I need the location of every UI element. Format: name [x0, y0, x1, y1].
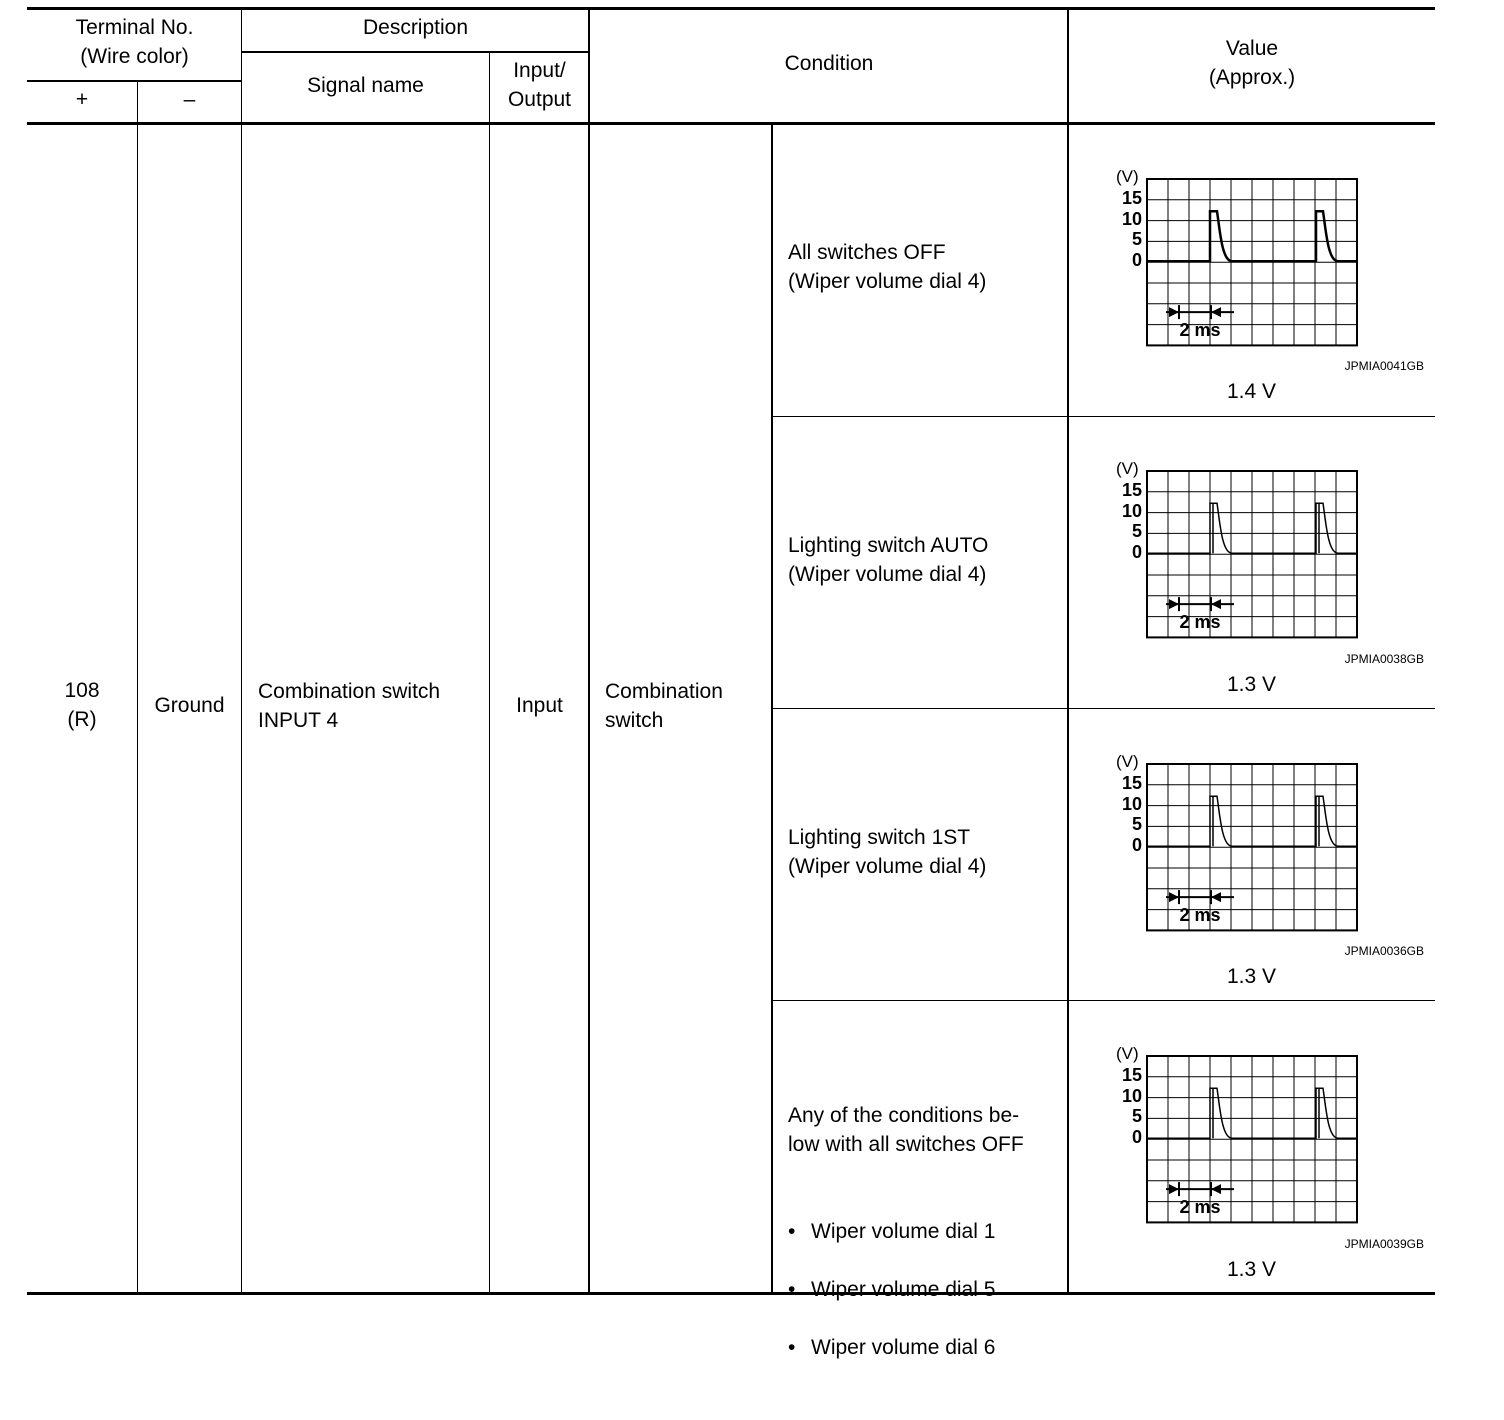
- y-tick-label: 15: [1121, 773, 1142, 793]
- col-divider-plus-minus: [137, 81, 138, 1293]
- condition-text-4-intro: Any of the conditions be- low with all switches OFF: [788, 1104, 1024, 1156]
- col-divider-condition: [771, 124, 773, 1293]
- bullet-item: • Wiper volume dial 5: [788, 1275, 1063, 1304]
- header-signal-name: Signal name: [307, 74, 424, 97]
- y-unit-label: (V): [1116, 459, 1139, 478]
- condition-text-2: Lighting switch AUTO (Wiper volume dial 4): [788, 534, 989, 586]
- condition-divider-1: [772, 416, 1435, 417]
- figure-id-3: JPMIA0036GB: [1344, 944, 1424, 958]
- y-tick-label: 15: [1121, 1065, 1142, 1085]
- arrow-head-left: [1211, 1184, 1221, 1194]
- col-divider-value: [1067, 9, 1069, 1293]
- y-tick-label: 10: [1121, 794, 1142, 814]
- bullet-item: • Wiper volume dial 6: [788, 1333, 1063, 1362]
- waveform-scope-4: [1112, 1039, 1432, 1289]
- value-3: 1.3 V: [1226, 965, 1277, 988]
- header-value: Value (Approx.): [1208, 37, 1296, 89]
- y-tick-label: 15: [1121, 188, 1142, 208]
- signal-name-cell: Combination switch INPUT 4: [258, 680, 441, 732]
- time-scale-label: 2 ms: [1179, 612, 1221, 633]
- value-2: 1.3 V: [1226, 673, 1277, 696]
- y-tick-label: 15: [1121, 480, 1142, 500]
- header-bottom-rule: [27, 122, 1435, 125]
- y-tick-label: 0: [1131, 1127, 1142, 1147]
- arrow-head-left: [1211, 307, 1221, 317]
- y-tick-label: 10: [1121, 1086, 1142, 1106]
- time-scale-label: 2 ms: [1179, 320, 1221, 341]
- arrow-head-right: [1169, 599, 1179, 609]
- figure-id-1: JPMIA0041GB: [1344, 359, 1424, 373]
- waveform-scope-1: [1112, 162, 1432, 412]
- y-tick-label: 5: [1131, 814, 1142, 834]
- table-bottom-rule: [27, 1292, 1435, 1295]
- header-condition: Condition: [784, 52, 874, 75]
- condition-main-cell: Combination switch: [605, 680, 723, 732]
- y-tick-label: 0: [1131, 835, 1142, 855]
- y-tick-label: 0: [1131, 250, 1142, 270]
- waveform-scope-3: [1112, 747, 1432, 997]
- arrow-head-right: [1169, 307, 1179, 317]
- col-divider-terminal: [241, 9, 242, 1293]
- condition-text-4: [788, 1072, 1063, 1420]
- header-minus: –: [183, 88, 196, 111]
- y-unit-label: (V): [1116, 1044, 1139, 1063]
- table-top-rule: [27, 7, 1435, 10]
- header-plus: +: [75, 88, 89, 111]
- arrow-head-left: [1211, 599, 1221, 609]
- time-scale-label: 2 ms: [1179, 905, 1221, 926]
- waveform-scope-2: [1112, 454, 1432, 704]
- condition-text-1: All switches OFF (Wiper volume dial 4): [788, 241, 987, 293]
- y-unit-label: (V): [1116, 167, 1139, 186]
- value-1: 1.4 V: [1226, 380, 1277, 403]
- header-terminal-no: Terminal No. (Wire color): [75, 16, 194, 68]
- time-scale-label: 2 ms: [1179, 1197, 1221, 1218]
- col-divider-description: [588, 9, 590, 1293]
- condition-divider-2: [772, 708, 1435, 709]
- y-tick-label: 10: [1121, 501, 1142, 521]
- bullet-item: • Wiper volume dial 1: [788, 1217, 1063, 1246]
- header-description: Description: [362, 16, 469, 39]
- terminal-header-rule: [27, 80, 242, 82]
- y-tick-label: 10: [1121, 209, 1142, 229]
- y-tick-label: 5: [1131, 521, 1142, 541]
- description-header-rule: [242, 51, 589, 53]
- arrow-head-right: [1169, 892, 1179, 902]
- condition-divider-3: [772, 1000, 1435, 1001]
- figure-id-2: JPMIA0038GB: [1344, 652, 1424, 666]
- y-tick-label: 5: [1131, 1106, 1142, 1126]
- y-tick-label: 5: [1131, 229, 1142, 249]
- arrow-head-left: [1211, 892, 1221, 902]
- input-output-cell: Input: [516, 694, 563, 717]
- arrow-head-right: [1169, 1184, 1179, 1194]
- figure-id-4: JPMIA0039GB: [1344, 1237, 1424, 1251]
- terminal-plus-cell: 108 (R): [64, 679, 100, 731]
- y-tick-label: 0: [1131, 542, 1142, 562]
- y-unit-label: (V): [1116, 752, 1139, 771]
- condition-text-3: Lighting switch 1ST (Wiper volume dial 4): [788, 826, 987, 878]
- terminal-minus-cell: Ground: [154, 694, 225, 717]
- value-4: 1.3 V: [1226, 1258, 1277, 1281]
- col-divider-signal: [489, 52, 490, 1293]
- condition-4-bullets: [788, 1188, 1063, 1391]
- header-input-output: Input/ Output: [507, 59, 572, 111]
